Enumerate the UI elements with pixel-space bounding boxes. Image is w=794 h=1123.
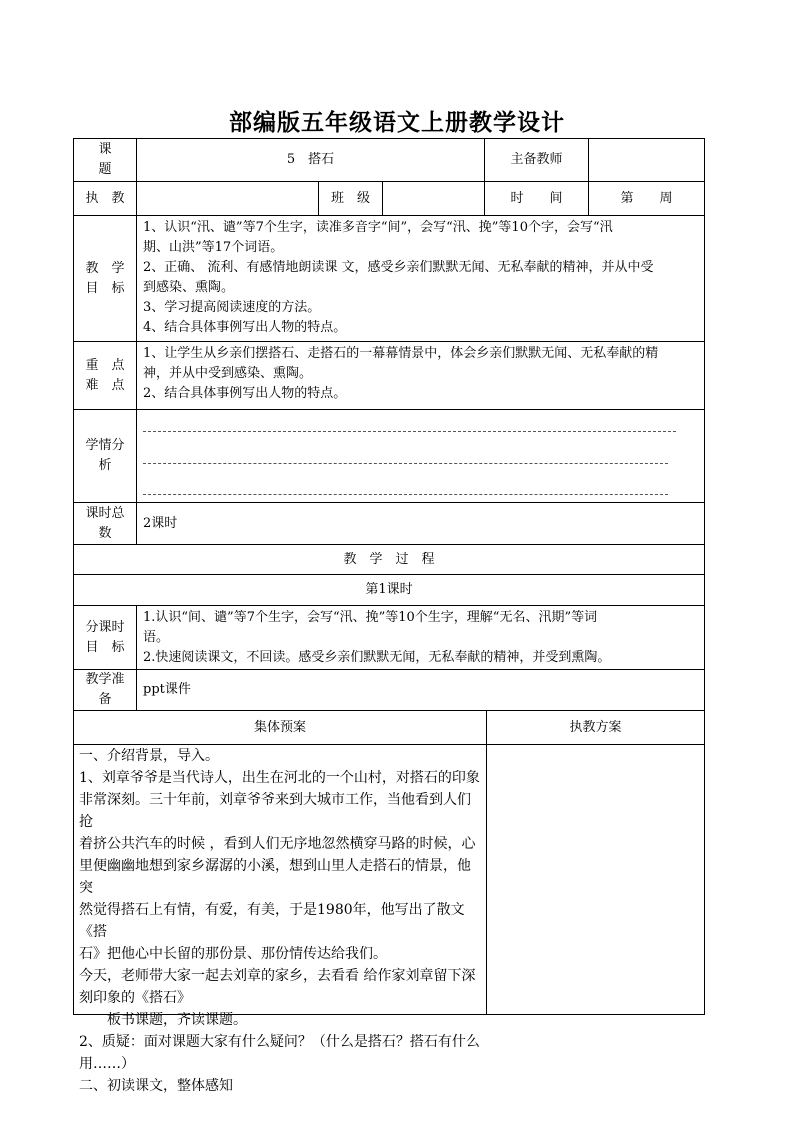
analysis-row	[74, 409, 704, 502]
lesson-title-row	[74, 574, 704, 605]
class-label: 班 级	[318, 182, 382, 215]
class-value	[382, 182, 484, 215]
teacher-label: 主备教师	[484, 139, 588, 181]
plan-body-row	[74, 744, 704, 1094]
hours-label: 课时总 数	[85, 505, 125, 541]
lesson-goals-text: 1.认识“间、谴”等7个生字，会写“汛、挽”等10个生字，理解“无名、汛期”等词 语。 2.快速阅读课文，不回读。感受乡亲们默默无闻，无私奉献的精神，并受到熏陶。	[136, 606, 704, 669]
teach-row	[74, 181, 704, 215]
prep-label: 教学准 备	[85, 672, 125, 707]
prep-row	[74, 669, 704, 710]
teach-value	[136, 182, 318, 215]
analysis-label: 学情分 析	[85, 438, 125, 473]
time-label: 时 间	[484, 182, 588, 215]
lesson-goals-row	[74, 605, 704, 669]
plan-headers-row	[74, 710, 704, 744]
teacher-value	[588, 139, 704, 181]
hours-row	[74, 502, 704, 544]
analysis-dash-line	[143, 463, 668, 464]
execute-plan-header: 执教方案	[486, 711, 704, 744]
key-points-text: 1、让学生从乡亲们摆搭石、走搭石的一幕幕情景中，体会乡亲们默默无闻、无私奉献的精 神，并从中受到感染、熏陶。 2、结合具体事例写出人物的特点。	[136, 342, 704, 409]
topic-row	[74, 139, 704, 181]
week-label: 第 周	[588, 182, 704, 215]
key-points-label: 重 点 难 点	[85, 357, 125, 393]
process-title-row	[74, 544, 704, 574]
teach-label: 执 教	[85, 190, 125, 206]
page-title: 部编版五年级语文上册教学设计	[229, 109, 565, 136]
execute-plan-body	[486, 745, 704, 1014]
analysis-dash-line	[143, 494, 668, 495]
collective-plan-header: 集体预案	[253, 719, 306, 735]
goals-row	[74, 215, 704, 341]
hours-value: 2课时	[136, 503, 704, 544]
topic-label: 课 题	[98, 142, 112, 177]
prep-value: ppt课件	[136, 670, 704, 710]
topic-value: 5 搭石	[136, 139, 484, 181]
analysis-lines	[136, 410, 704, 502]
lesson-goals-label: 分课时 目 标	[85, 619, 125, 655]
collective-plan-body: 一、介绍背景，导入。 1、刘章爷爷是当代诗人，出生在河北的一个山村，对搭石的印象 非常深刻。三十年前，刘章爷爷来到大城市工作，当他看到人们抢 着挤公共汽车的时候 ，看到人们无序地忽然横穿马路的时候，心 里便幽幽地想到家乡潺潺的小溪，想到山里人走搭石的情景，他突 然觉得搭石上有情，有爱，有美，于是1980年，他写出了散文《搭 石》把他心中长留的那份景、那份情传达给我们。 今天，老师带大家一起去刘章的家乡，去看看 给作家刘章留下深 刻印象的《搭石》 板书课题，齐读课题。 2、质疑：面对课题大家有什么疑问？（什么是搭石？搭石有什么 用……） 二、初读课文，整体感知	[79, 748, 480, 1094]
lesson-plan-table	[73, 138, 705, 1094]
process-title: 教 学 过 程	[343, 551, 435, 567]
goals-text: 1、认识“汛、谴”等7个生字，读准多音字“间”，会写“汛、挽”等10个字，会写“汛 期、山洪”等17个词语。 2、正确、 流利、有感情地朗读课 文，感受乡亲们默默无闻、无私奉献的精神，并从中受 到感染、熏陶。 3、学习提高阅读速度的方法。 4、结合具体事例写出人物的特点。	[136, 216, 704, 341]
lesson-title: 第1课时	[365, 582, 413, 597]
analysis-dash-line	[143, 431, 676, 432]
key-points-row	[74, 341, 704, 409]
goals-label: 教 学 目 标	[85, 260, 125, 296]
